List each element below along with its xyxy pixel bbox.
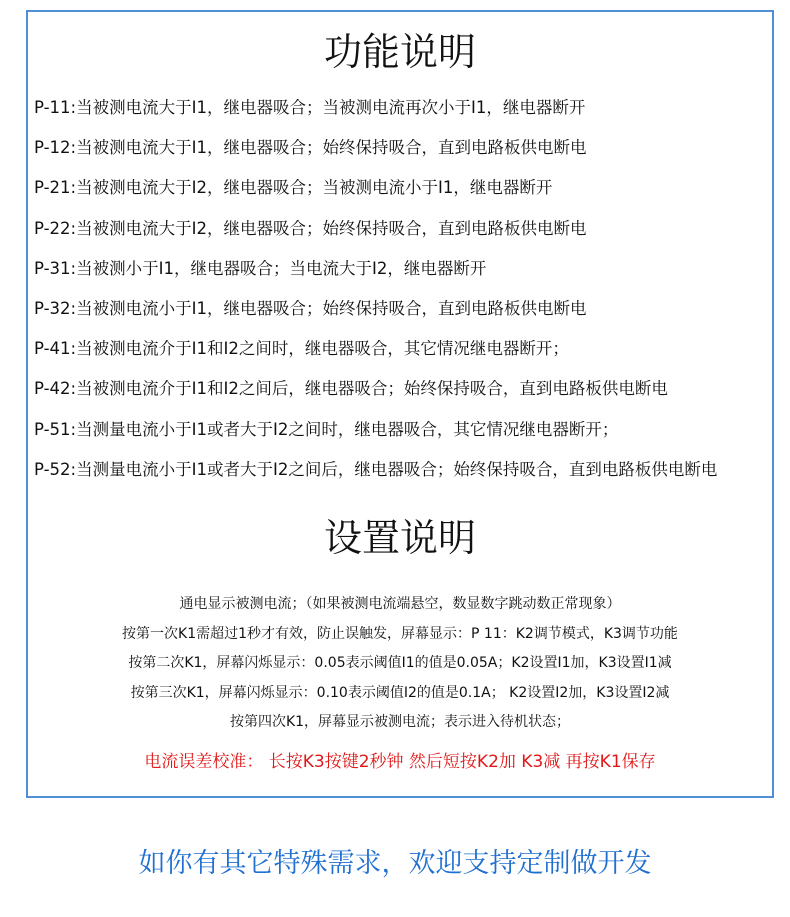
settings-line-k1-first: 按第一次K1需超过1秒才有效，防止误触发，屏幕显示：P 11：K2调节模式，K3调节功能 (122, 625, 678, 642)
settings-line-power-on: 通电显示被测电流；（如果被测电流端悬空，数显数字跳动数正常现象） (179, 596, 621, 612)
calibration-note: 电流误差校准： 长按K3按键2秒钟 然后短按K2加 K3减 再按K1保存 (144, 752, 656, 772)
function-item-p52: P-52:当测量电流小于I1或者大于I2之间后，继电器吸合；始终保持吸合，直到电路板供电断电 (34, 459, 718, 479)
function-item-p31: P-31:当被测小于I1，继电器吸合；当电流大于I2，继电器断开 (34, 258, 487, 278)
settings-line-k1-fourth: 按第四次K1，屏幕显示被测电流；表示进入待机状态； (229, 714, 571, 731)
custom-development-note: 如你有其它特殊需求，欢迎支持定制做开发 (138, 848, 652, 879)
settings-list (28, 590, 772, 738)
function-item-p22: P-22:当被测电流大于I2，继电器吸合；始终保持吸合，直到电路板供电断电 (34, 218, 587, 238)
instruction-panel (26, 10, 774, 798)
settings-title: 设置说明 (323, 516, 476, 560)
function-title: 功能说明 (323, 30, 476, 74)
function-item-p51: P-51:当测量电流小于I1或者大于I2之间时，继电器吸合，其它情况继电器断开； (34, 419, 619, 439)
settings-line-k1-third: 按第三次K1，屏幕闪烁显示：0.10表示阈值I2的值是0.1A； K2设置I2加，K3设置I2减 (130, 684, 670, 701)
function-item-p12: P-12:当被测电流大于I1，继电器吸合；始终保持吸合，直到电路板供电断电 (34, 138, 587, 158)
function-item-p42: P-42:当被测电流介于I1和I2之间后，继电器吸合；始终保持吸合，直到电路板供电断电 (34, 379, 668, 399)
function-item-p11: P-11:当被测电流大于I1，继电器吸合；当被测电流再次小于I1，继电器断开 (34, 98, 586, 117)
function-list (34, 88, 774, 490)
function-item-p21: P-21:当被测电流大于I2，继电器吸合；当被测电流小于I1，继电器断开 (34, 178, 553, 198)
function-item-p41: P-41:当被测电流介于I1和I2之间时，继电器吸合，其它情况继电器断开； (34, 339, 569, 359)
function-item-p32: P-32:当被测电流小于I1，继电器吸合；始终保持吸合，直到电路板供电断电 (34, 298, 587, 318)
settings-line-k1-second: 按第二次K1，屏幕闪烁显示：0.05表示阈值I1的值是0.05A；K2设置I1加，K3设置I1减 (128, 655, 672, 672)
